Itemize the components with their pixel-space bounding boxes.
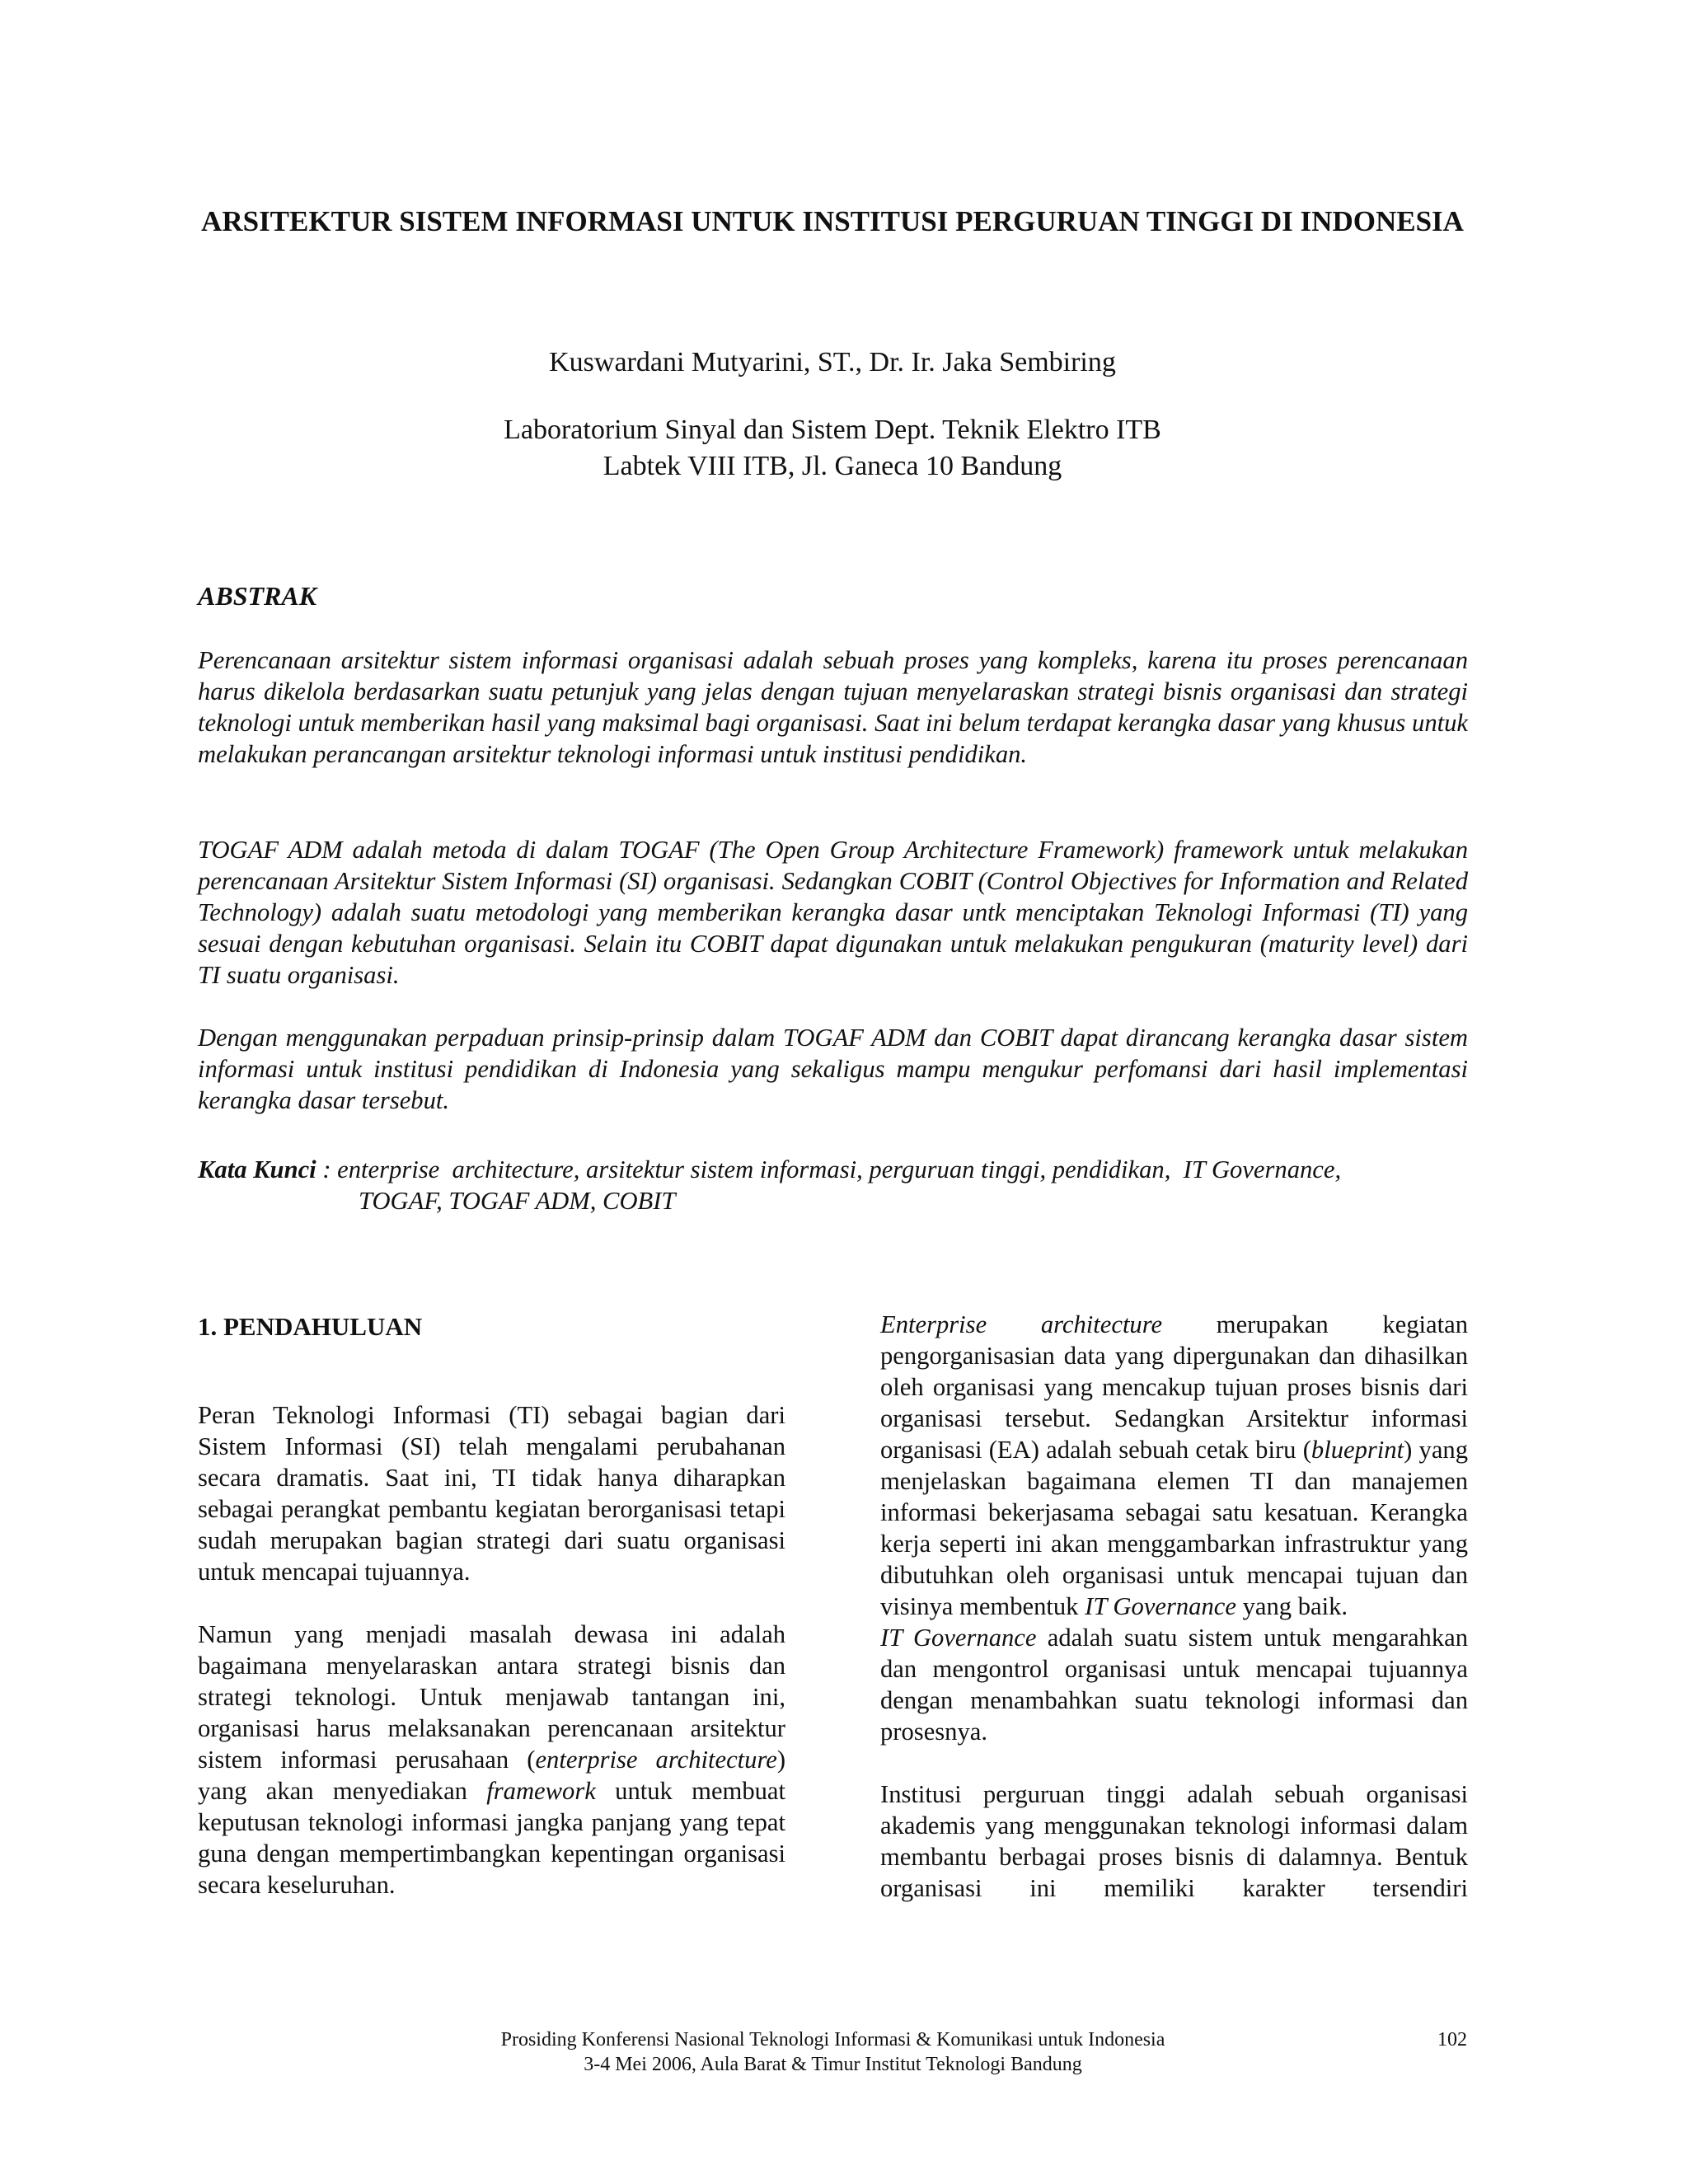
affiliation-line-1: Laboratorium Sinyal dan Sistem Dept. Teknik Elektro ITB	[504, 415, 1161, 445]
keywords-label: Kata Kunci	[198, 1155, 316, 1183]
intro-paragraph-2	[198, 1619, 785, 1900]
section-heading: 1. PENDAHULUAN	[198, 1312, 423, 1341]
right-p1-emphasis-itgov: IT Governance	[1085, 1592, 1236, 1620]
right-p1-text-d: ) yang menjelaskan bagaimana elemen TI dan manajemen informasi bekerjasama sebagai satu kesatuan. Kerangka kerja seperti ini akan menggambarkan infrastruktur yang dibutuhkan oleh organisasi untuk mencapai tujuan dan visinya membentuk	[880, 1436, 1468, 1620]
keywords-line-2: TOGAF, TOGAF ADM, COBIT	[359, 1187, 676, 1215]
intro-p2-text-e: untuk membuat keputusan teknologi informasi jangka panjang yang tepat guna dengan mempertimbangkan kepentingan organisasi secara keseluruhan.	[198, 1777, 785, 1899]
left-column-paragraph-2	[198, 1619, 785, 1900]
keywords-separator: :	[316, 1155, 338, 1183]
abstract-heading: ABSTRAK	[198, 581, 317, 611]
page-number: 102	[1437, 2029, 1467, 2050]
footer-line-1: Prosiding Konferensi Nasional Teknologi Informasi & Komunikasi untuk Indonesia	[500, 2029, 1165, 2050]
footer-line-2: 3-4 Mei 2006, Aula Barat & Timur Institut Teknologi Bandung	[584, 2054, 1082, 2075]
right-column	[880, 1309, 1468, 1904]
right-paragraph-1	[880, 1309, 1468, 1622]
affiliation-line-2: Labtek VIII ITB, Jl. Ganeca 10 Bandung	[603, 451, 1062, 481]
paper-title: ARSITEKTUR SISTEM INFORMASI UNTUK INSTITUSI PERGURUAN TINGGI DI INDONESIA	[201, 205, 1464, 237]
abstract-paragraph-2: TOGAF ADM adalah metoda di dalam TOGAF (The Open Group Architecture Framework) framework untuk melakukan perencanaan Arsitektur Sistem Informasi (SI) organisasi. Sedangkan COBIT (Control Objectives for Information and Related Technology) adalah suatu metodologi yang memberikan kerangka dasar untk menciptakan Teknologi Informasi (TI) yang sesuai dengan kebutuhan organisasi. Selain itu COBIT dapat digunakan untuk melakukan pengukuran (maturity level) dari TI suatu organisasi.	[198, 836, 1468, 989]
affiliation	[198, 412, 1467, 485]
keywords-block	[198, 1154, 1468, 1216]
right-paragraph-3: Institusi perguruan tinggi adalah sebuah organisasi akademis yang menggunakan teknologi informasi dalam membantu berbagai proses bisnis di dalamnya. Bentuk organisasi ini memiliki karakter tersendiri	[880, 1780, 1468, 1902]
page-footer	[198, 2027, 1468, 2077]
right-p1-emphasis-blueprint: blueprint	[1311, 1436, 1404, 1464]
intro-p2-text-c: ) yang akan menyediakan	[198, 1746, 786, 1805]
keywords-line-1: enterprise architecture, arsitektur sistem informasi, perguruan tinggi, pendidikan, IT Governance,	[337, 1155, 1342, 1183]
right-p1-text-b: merupakan kegiatan pengorganisasian data yang dipergunakan dan dihasilkan oleh organisasi yang mencakup tujuan proses bisnis dari organisasi tersebut. Sedangkan Arsitektur informasi organisasi (EA) adalah sebuah cetak biru (	[880, 1310, 1468, 1464]
right-p1-text-f: yang baik.	[1236, 1592, 1348, 1620]
right-p2-emphasis-itgov: IT Governance	[880, 1624, 1037, 1652]
intro-p2-emphasis-framework: framework	[486, 1777, 596, 1805]
intro-p2-text-a: Namun yang menjadi masalah dewasa ini adalah bagaimana menyelaraskan antara strategi bisnis dan strategi teknologi. Untuk menjawab tantangan ini, organisasi harus melaksanakan perencanaan arsitektur sistem informasi perusahaan (	[198, 1620, 785, 1774]
right-p2-text-b: adalah suatu sistem untuk mengarahkan dan mengontrol organisasi untuk mencapai tujuannya dengan menambahkan suatu teknologi informasi dan prosesnya.	[880, 1624, 1468, 1746]
right-paragraph-2	[880, 1622, 1468, 1747]
abstract-paragraph-3: Dengan menggunakan perpaduan prinsip-prinsip dalam TOGAF ADM dan COBIT dapat dirancang kerangka dasar sistem informasi untuk institusi pendidikan di Indonesia yang sekaligus mampu mengukur perfomansi dari hasil implementasi kerangka dasar tersebut.	[198, 1024, 1468, 1114]
author-list: Kuswardani Mutyarini, ST., Dr. Ir. Jaka Sembiring	[549, 347, 1116, 377]
left-column-paragraph-1	[198, 1399, 785, 1587]
intro-p2-emphasis-ea: enterprise architecture	[535, 1746, 777, 1774]
abstract-paragraph-1: Perencanaan arsitektur sistem informasi organisasi adalah sebuah proses yang kompleks, karena itu proses perencanaan harus dikelola berdasarkan suatu petunjuk yang jelas dengan tujuan menyelaraskan strategi bisnis organisasi dan strategi teknologi untuk memberikan hasil yang maksimal bagi organisasi. Saat ini belum terdapat kerangka dasar yang khusus untuk melakukan perancangan arsitektur teknologi informasi untuk institusi pendidikan.	[198, 646, 1468, 768]
intro-paragraph-1: Peran Teknologi Informasi (TI) sebagai bagian dari Sistem Informasi (SI) telah mengalami perubahanan secara dramatis. Saat ini, TI tidak hanya diharapkan sebagai perangkat pembantu kegiatan berorganisasi tetapi sudah merupakan bagian strategi dari suatu organisasi untuk mencapai tujuannya.	[198, 1401, 785, 1586]
right-p1-emphasis-ea: Enterprise architecture	[880, 1310, 1163, 1338]
